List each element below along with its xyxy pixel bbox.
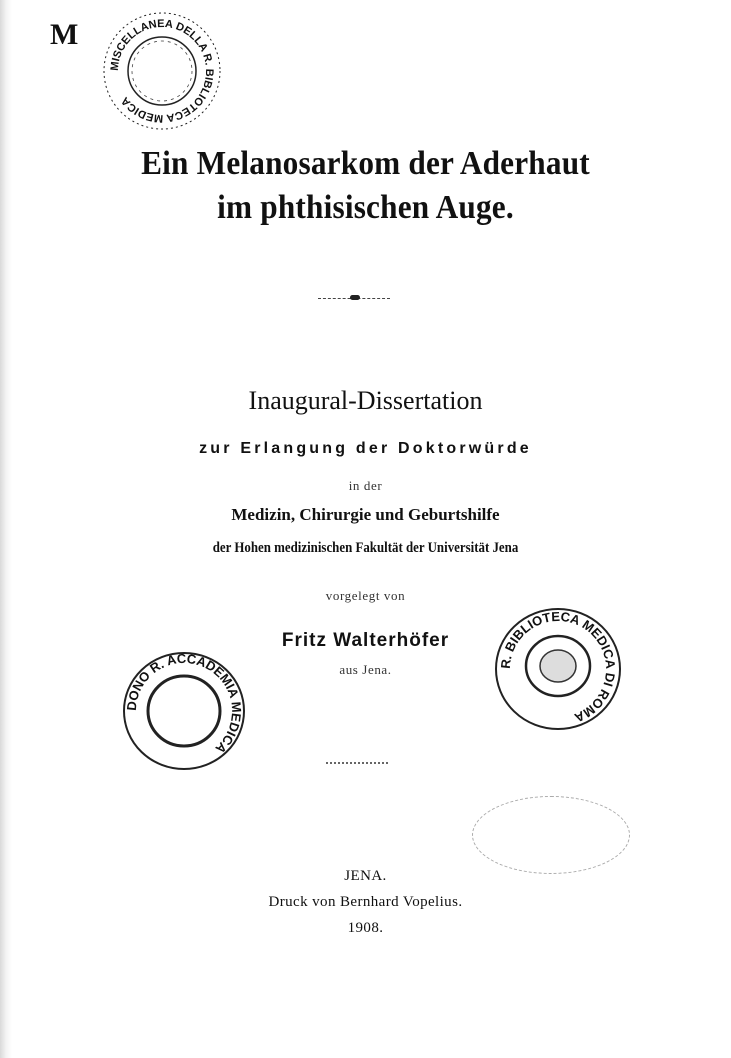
library-stamp-top — [98, 8, 226, 134]
svg-text:MISCELLANEA DELLA R. BIBLIOTEC: MISCELLANEA DELLA R. BIBLIOTECA MEDICA — [108, 17, 216, 125]
svg-text:DONO R. ACCADEMIA MEDICA: DONO R. ACCADEMIA MEDICA — [123, 650, 245, 757]
faculty-fields: Medizin, Chirurgie und Geburtshilfe — [231, 505, 500, 524]
imprint-city: JENA. — [344, 868, 387, 884]
presented-by: vorgelegt von — [325, 588, 406, 603]
svg-text:R. BIBLIOTECA MEDICA DI ROMA: R. BIBLIOTECA MEDICA DI ROMA — [497, 608, 619, 726]
faculty-name: der Hohen medizinischen Fakultät der Universität Jena — [212, 540, 519, 556]
imprint-printer: Druck von Bernhard Vopelius. — [268, 894, 463, 910]
degree-purpose: zur Erlangung der Doktorwürde — [199, 440, 532, 457]
ornament-divider-2 — [326, 762, 388, 764]
imprint-year: 1908. — [347, 920, 384, 936]
shelf-mark: M — [50, 18, 79, 51]
faint-oval-mark — [472, 796, 630, 874]
in-der-text: in der — [348, 478, 383, 493]
biblioteca-stamp — [488, 604, 628, 734]
title-block — [0, 142, 731, 230]
subtitle: Inaugural-Dissertation — [248, 386, 483, 415]
accademia-stamp — [114, 646, 254, 776]
ornament-dot — [350, 295, 360, 300]
author-origin: aus Jena. — [339, 662, 392, 677]
title-line-1: Ein Melanosarkom der Aderhaut — [141, 145, 590, 182]
author-name: Fritz Walterhöfer — [281, 630, 450, 651]
title-line-2: im phthisischen Auge. — [217, 189, 514, 226]
